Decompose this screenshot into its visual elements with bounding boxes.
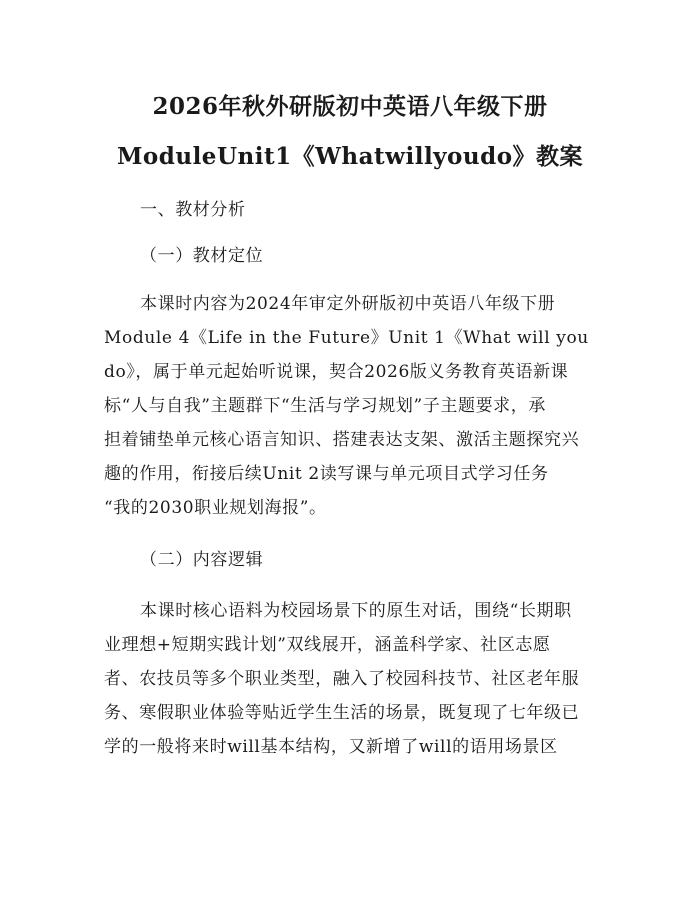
paragraph2-line: 者、农技员等多个职业类型，融入了校园科技节、社区老年服 [104, 669, 580, 689]
paragraph2-line: 学的一般将来时will基本结构，又新增了will的语用场景区 [104, 737, 558, 757]
paragraph2-line: 务、寒假职业体验等贴近学生生活的场景，既复现了七年级已 [104, 703, 580, 723]
paragraph1-line: 本课时内容为2024年审定外研版初中英语八年级下册 [140, 294, 556, 314]
paragraph1-line: Module 4《Life in the Future》Unit 1《What will you [104, 328, 589, 348]
document-title-line1: 2026年秋外研版初中英语八年级下册 [152, 93, 548, 120]
paragraph1-line: “我的2030职业规划海报”。 [104, 498, 327, 518]
paragraph1-line: do》，属于单元起始听说课，契合2026版义务教育英语新课 [104, 362, 569, 382]
subsection-heading-content-logic: （二）内容逻辑 [140, 550, 264, 570]
section-heading-analysis: 一、教材分析 [140, 200, 246, 220]
paragraph2-line: 本课时核心语料为校园场景下的原生对话，围绕“长期职 [140, 601, 572, 621]
paragraph2-line: 业理想+短期实践计划”双线展开，涵盖科学家、社区志愿 [104, 635, 551, 655]
document-title-line2: ModuleUnit1《Whatwillyoudo》教案 [116, 143, 584, 170]
paragraph1-line: 趣的作用，衔接后续Unit 2读写课与单元项目式学习任务 [104, 464, 549, 484]
paragraph1-line: 标“人与自我”主题群下“生活与学习规划”子主题要求，承 [104, 396, 546, 416]
paragraph1-line: 担着铺垫单元核心语言知识、搭建表达支架、激活主题探究兴 [104, 430, 580, 450]
subsection-heading-positioning: （一）教材定位 [140, 246, 264, 266]
